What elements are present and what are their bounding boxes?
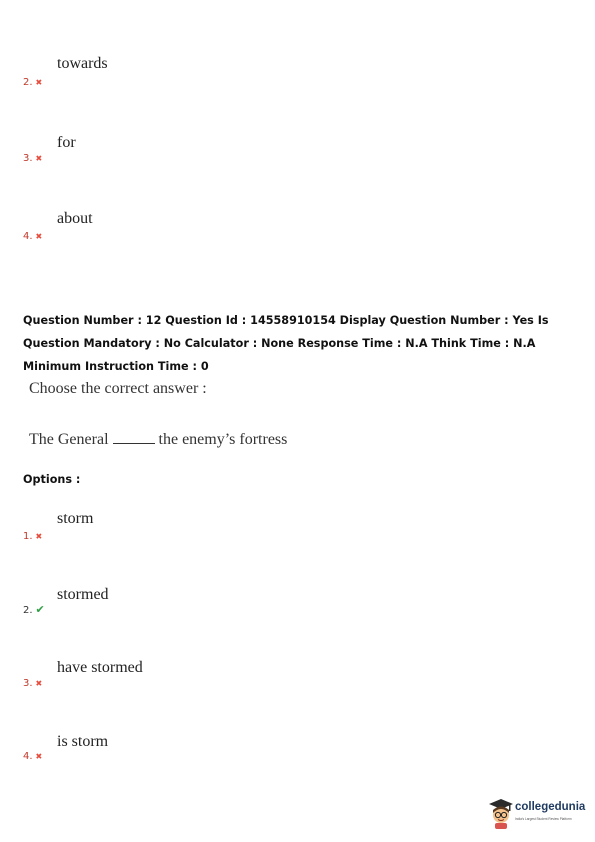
cross-icon: ✖ (35, 752, 43, 761)
check-icon: ✔ (35, 603, 45, 616)
option-text: storm (57, 510, 94, 527)
collegedunia-logo (488, 798, 588, 830)
cross-icon: ✖ (35, 232, 43, 241)
question-instruction: Choose the correct answer : (29, 380, 207, 397)
sentence-after: the enemy’s fortress (158, 431, 288, 448)
answer-blank (113, 443, 155, 444)
option-number: 3. ✖ (23, 153, 43, 164)
logo-name: collegedunia (515, 801, 586, 813)
option-text: for (57, 134, 76, 151)
option-number: 1. ✖ (23, 531, 43, 542)
option-number: 4. ✖ (23, 231, 43, 242)
cross-icon: ✖ (35, 679, 43, 688)
question-meta: Question Number : 12 Question Id : 14558910154 Display Question Number : Yes Is Question Mandatory : No Calculator : None Response Time : N.A Think Time : N.A Minimum Instruction Time : 0 (23, 314, 549, 373)
option-text: is storm (57, 733, 109, 750)
option-number: 4. ✖ (23, 751, 43, 762)
cross-icon: ✖ (35, 532, 43, 541)
option-text: stormed (57, 586, 109, 603)
option-number: 2. ✔ (23, 603, 45, 616)
student-mascot-icon (488, 798, 514, 830)
sentence-before: The General (29, 431, 109, 448)
cross-icon: ✖ (35, 78, 43, 87)
cross-icon: ✖ (35, 154, 43, 163)
options-label: Options : (23, 473, 81, 486)
option-number: 3. ✖ (23, 678, 43, 689)
option-number: 2. ✖ (23, 77, 43, 88)
question-sentence (29, 431, 287, 449)
option-text: towards (57, 55, 108, 72)
logo-tagline: India's Largest Student Review Platform (515, 817, 572, 821)
option-text: have stormed (57, 659, 143, 676)
option-text: about (57, 210, 93, 227)
